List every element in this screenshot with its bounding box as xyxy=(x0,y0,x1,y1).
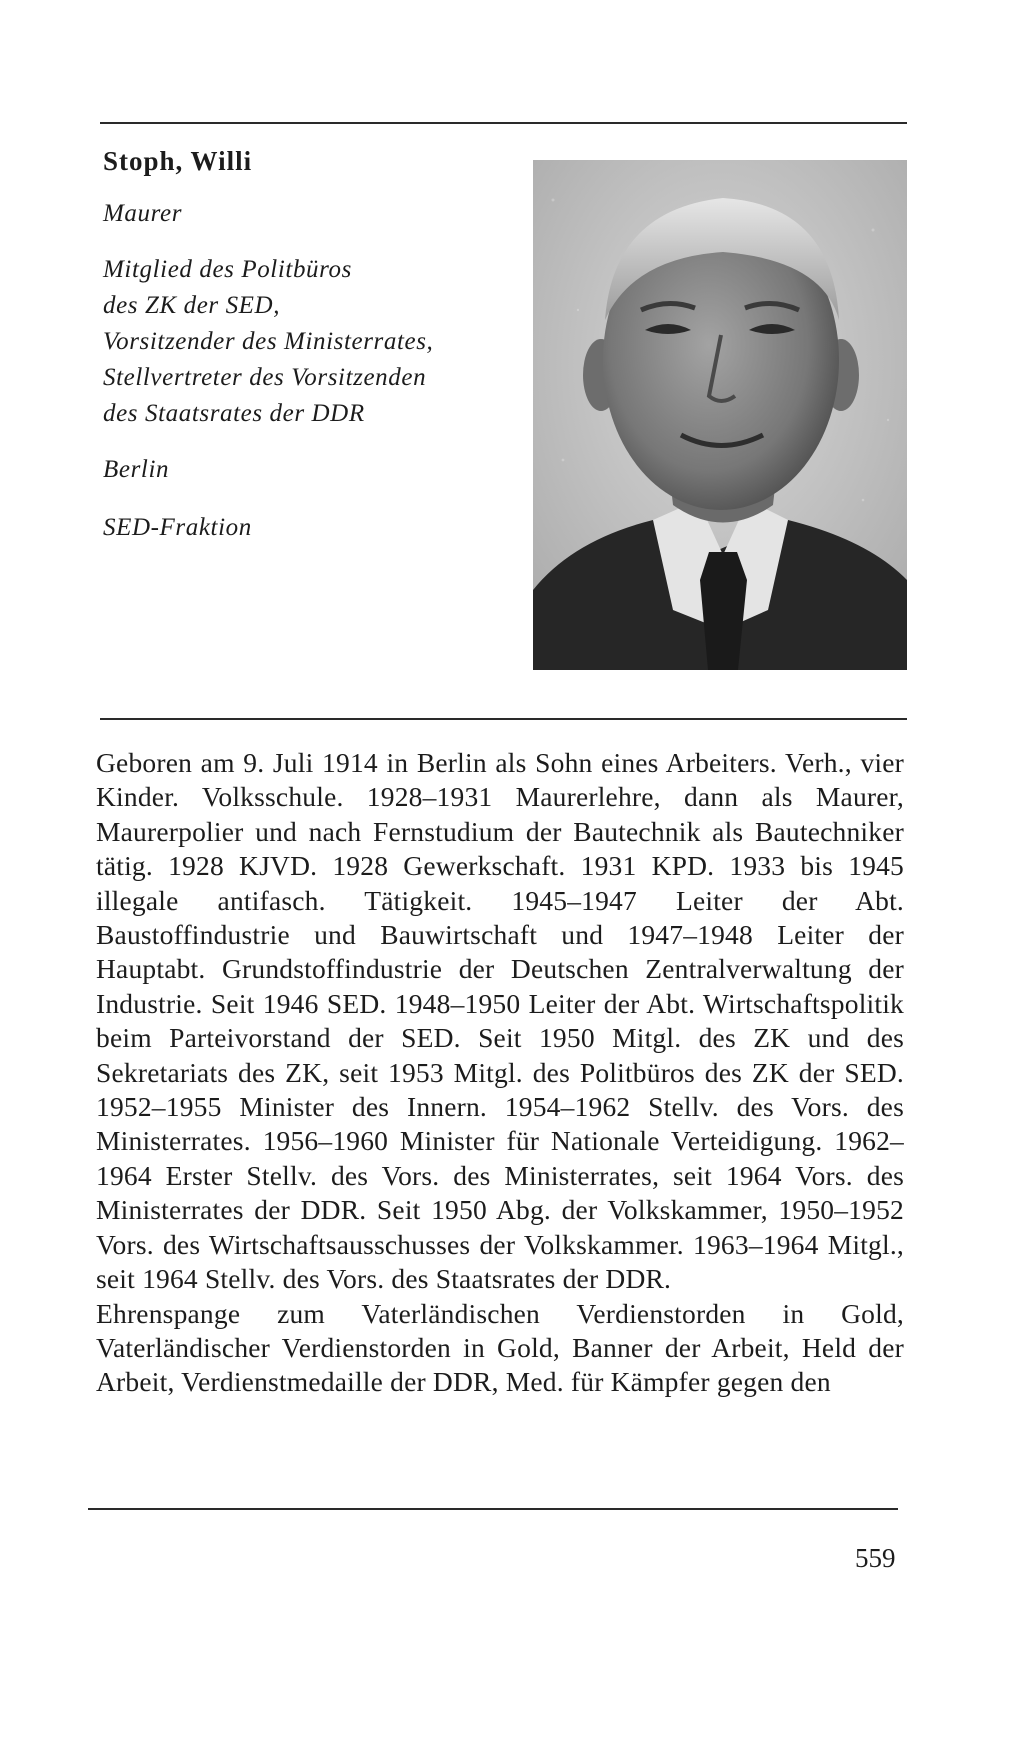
portrait-photo xyxy=(533,160,907,670)
function-line: des Staatsrates der DDR xyxy=(103,400,365,427)
faction: SED-Fraktion xyxy=(103,514,252,541)
biography-text: Geboren am 9. Juli 1914 in Berlin als Sohn eines Arbeiters. Verh., vier Kinder. Volksschule. 1928–1931 Maurerlehre, dann als Maurer, Maurerpolier und nach Fernstudium der Bautechnik als Bautechniker tätig. 1928 KJVD. 1928 Gewerkschaft. 1931 KPD. 1933 bis 1945 illegale antifasch. Tätigkeit. 1945–1947 Leiter der Abt. Baustoffindustrie und Bauwirtschaft und 1947–1948 Leiter der Hauptabt. Grundstoffindustrie der Deutschen Zentralverwaltung der Industrie. Seit 1946 SED. 1948–1950 Leiter der Abt. Wirtschaftspolitik beim Parteivorstand der SED. Seit 1950 Mitgl. des ZK und des Sekretariats des ZK, seit 1953 Mitgl. des Politbüros des ZK der SED. 1952–1955 Minister des Innern. 1954–1962 Stellv. des Vors. des Ministerrates. 1956–1960 Minister für Nationale Verteidigung. 1962–1964 Erster Stellv. des Vors. des Ministerrates, seit 1964 Vors. des Ministerrates der DDR. Seit 1950 Abg. der Volkskammer, 1950–1952 Vors. des Wirtschaftsausschusses der Volkskammer. 1963–1964 Mitgl., seit 1964 Stellv. des Vors. des Staatsrates der DDR. xyxy=(96,747,904,1295)
occupation: Maurer xyxy=(103,200,183,227)
functions-list xyxy=(103,252,523,432)
page-number: 559 xyxy=(855,1543,896,1573)
person-name: Stoph, Willi xyxy=(103,146,253,176)
bottom-rule xyxy=(88,1508,898,1510)
function-line: des ZK der SED, xyxy=(103,292,281,319)
honors-text: Ehrenspange zum Vaterländischen Verdienstorden in Gold, Vaterländischer Verdienstorden in Gold, Banner der Arbeit, Held der Arbeit, Verdienstmedaille der DDR, Med. für Kämpfer gegen den xyxy=(96,1297,904,1398)
biography-block xyxy=(96,746,904,1400)
top-rule xyxy=(100,122,907,124)
function-line: Vorsitzender des Ministerrates, xyxy=(103,328,434,355)
function-line: Mitglied des Politbüros xyxy=(103,256,352,283)
city: Berlin xyxy=(103,456,170,483)
function-line: Stellvertreter des Vorsitzenden xyxy=(103,364,427,391)
portrait-illustration xyxy=(533,160,907,670)
entry-header xyxy=(103,144,523,546)
middle-rule xyxy=(100,718,907,720)
